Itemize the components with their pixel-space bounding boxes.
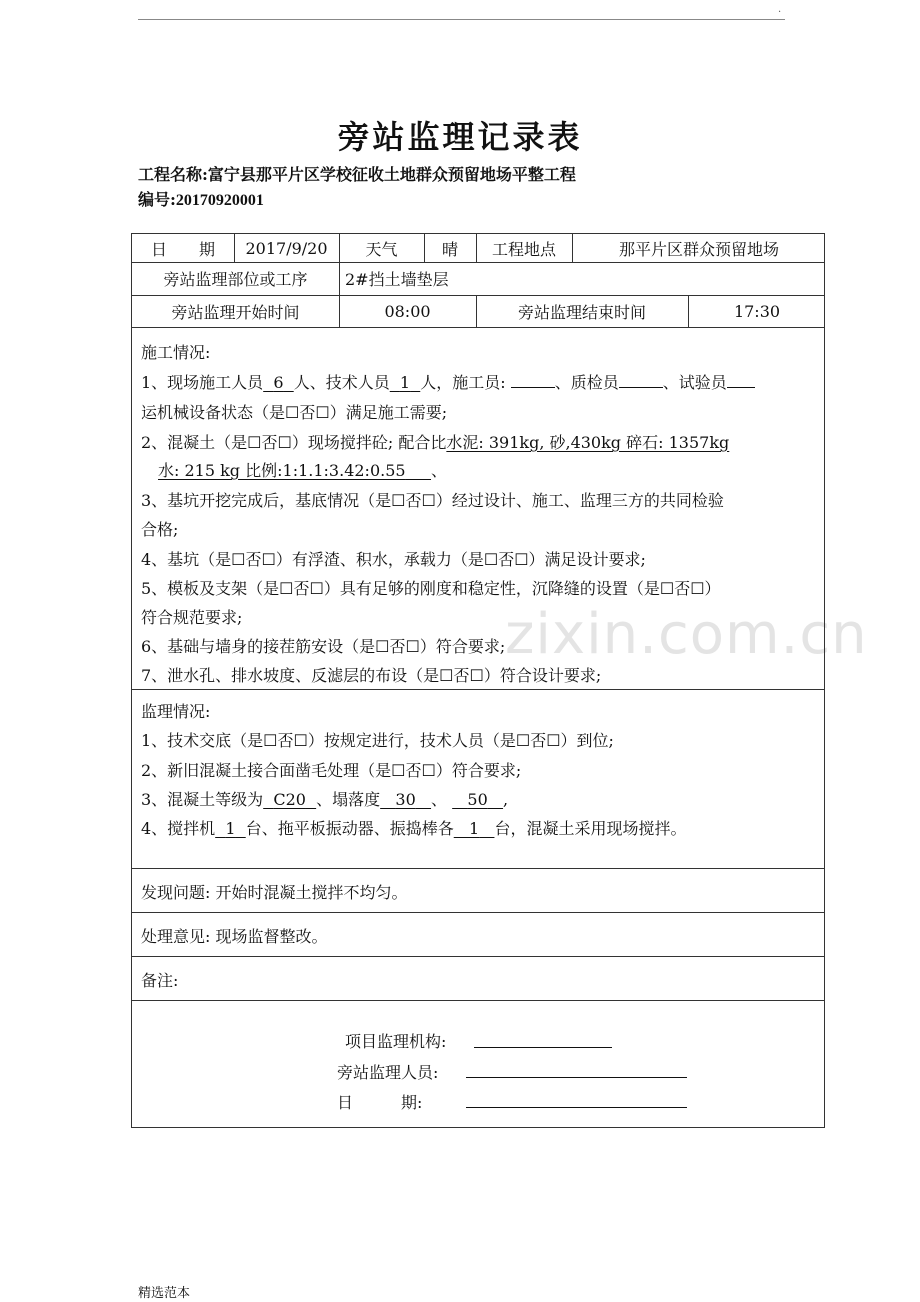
construction-item-7: 7、泄水孔、排水坡度、反滤层的布设（是☐否☐）符合设计要求;	[141, 666, 602, 685]
text: 4、搅拌机	[141, 819, 216, 838]
start-time-value: 08:00	[384, 301, 431, 321]
row-divider	[132, 912, 824, 913]
text: 3、混凝土等级为	[141, 790, 264, 809]
sign-date-line	[466, 1107, 687, 1108]
start-time-label: 旁站监理开始时间	[171, 302, 300, 322]
construction-item-5: 5、模板及支架（是☐否☐）具有足够的刚度和稳定性，沉降缝的设置（是☐否☐）	[141, 579, 721, 598]
sign-person-label: 旁站监理人员:	[337, 1063, 439, 1082]
construction-item-4: 4、基坑（是☐否☐）有浮渣、积水，承载力（是☐否☐）满足设计要求;	[141, 550, 646, 569]
end-time-label: 旁站监理结束时间	[517, 302, 646, 322]
text: 2、混凝土（是☐否☐）现场搅拌砼; 配合比	[141, 433, 447, 452]
record-number	[138, 187, 264, 210]
weather-label: 天气	[365, 239, 398, 259]
construction-item-3: 3、基坑开挖完成后，基底情况（是☐否☐）经过设计、施工、监理三方的共同检验	[141, 491, 724, 510]
inspector-blank	[619, 373, 663, 388]
row-divider	[132, 689, 824, 690]
row-divider	[132, 327, 824, 328]
construction-item-6: 6、基础与墙身的接茬筋安设（是☐否☐）符合要求;	[141, 637, 506, 656]
text: 台，混凝土采用现场搅拌。	[494, 819, 687, 838]
watermark: zixin.com.cn	[505, 602, 868, 667]
text: 、塌落度	[316, 790, 381, 809]
weather-value: 晴	[441, 239, 458, 259]
record-table	[131, 233, 825, 1128]
text: 、	[431, 461, 448, 480]
row-divider	[132, 868, 824, 869]
text: ,	[503, 790, 509, 809]
number-value: 20170920001	[175, 192, 264, 209]
text: 1、现场施工人员	[141, 373, 264, 392]
slump-2: 50	[467, 790, 488, 809]
header-rule	[138, 19, 785, 20]
project-label: 工程名称:	[138, 165, 208, 184]
construction-item-2b	[158, 458, 447, 481]
project-name	[138, 162, 576, 185]
project-value: 富宁县那平片区学校征收土地群众预留地场平整工程	[207, 165, 576, 184]
number-label: 编号:	[138, 190, 176, 209]
construction-item-3b: 合格;	[141, 520, 179, 539]
construction-item-2	[141, 430, 729, 453]
supervision-item-4	[141, 816, 686, 839]
text: 台、拖平板振动器、振捣棒各	[245, 819, 454, 838]
sign-person-line	[466, 1077, 687, 1078]
remarks: 备注:	[141, 971, 179, 990]
footer-text: 精选范本	[138, 1286, 191, 1301]
text: 、试验员	[662, 373, 727, 392]
site-label: 工程地点	[491, 239, 556, 259]
site-value: 那平片区群众预留地场	[618, 239, 779, 259]
construction-heading: 施工情况:	[141, 343, 211, 362]
position-label: 旁站监理部位或工序	[163, 270, 308, 289]
mixer-count: 1	[225, 819, 236, 838]
sign-org-line	[474, 1047, 612, 1048]
date-label: 日 期	[150, 239, 215, 259]
mix-ratio-2: 水: 215 kg 比例:1:1.1:3.42:0.55	[158, 461, 406, 480]
text: 、质检员	[554, 373, 619, 392]
supervision-heading: 监理情况:	[141, 702, 211, 721]
text: 人，施工员:	[420, 373, 506, 392]
supervision-item-2: 2、新旧混凝土接合面凿毛处理（是☐否☐）符合要求;	[141, 761, 522, 780]
sign-date-label: 日 期:	[337, 1093, 423, 1112]
text: 人、技术人员	[293, 373, 390, 392]
vibrator-count: 1	[469, 819, 480, 838]
problem-found: 发现问题: 开始时混凝土搅拌不均匀。	[141, 883, 408, 902]
construction-item-1b: 运机械设备状态（是☐否☐）满足施工需要;	[141, 403, 448, 422]
supervision-item-3	[141, 787, 508, 810]
slump-1: 30	[395, 790, 416, 809]
sign-org-label: 项目监理机构:	[345, 1032, 447, 1051]
position-value: 2#挡土墙垫层	[345, 270, 449, 289]
tester-blank	[727, 373, 755, 388]
tech-count: 1	[399, 373, 411, 392]
row-divider	[132, 1000, 824, 1001]
worker-count: 6	[273, 373, 284, 392]
mix-ratio-1: 水泥: 391kg, 砂,430kg 碎石: 1357kg	[446, 433, 730, 452]
builder-blank	[511, 373, 555, 388]
date-value: 2017/9/20	[245, 238, 328, 258]
row-divider	[132, 956, 824, 957]
header-mark: .	[778, 4, 782, 15]
construction-item-5b: 符合规范要求;	[141, 608, 243, 627]
handling-opinion: 处理意见: 现场监督整改。	[141, 927, 328, 946]
end-time-value: 17:30	[733, 301, 781, 321]
col-divider	[339, 262, 340, 295]
mix-ratio-pad	[406, 461, 431, 480]
text: 、	[431, 790, 448, 809]
construction-item-1	[141, 370, 755, 393]
supervision-item-1: 1、技术交底（是☐否☐）按规定进行，技术人员（是☐否☐）到位;	[141, 731, 614, 750]
concrete-grade: C20	[273, 790, 306, 809]
page-title: 旁站监理记录表	[337, 118, 583, 156]
